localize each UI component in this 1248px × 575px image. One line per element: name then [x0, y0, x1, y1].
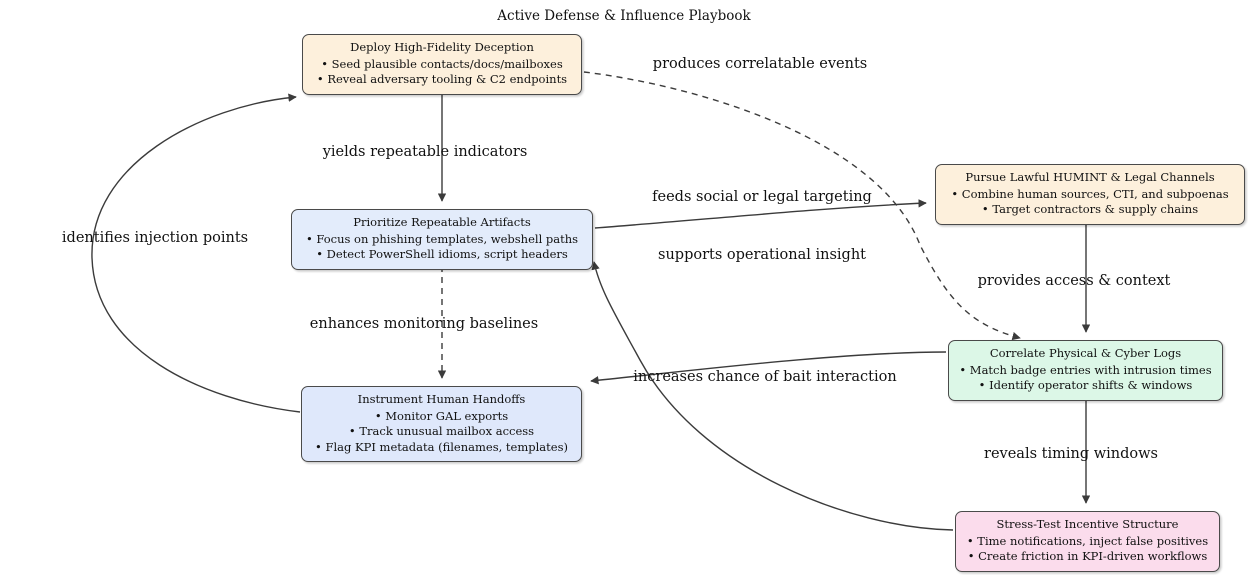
- node-bullet: • Detect PowerShell idioms, script headers: [316, 247, 568, 261]
- node-bullet: • Seed plausible contacts/docs/mailboxes: [321, 56, 563, 71]
- node-title: Deploy High-Fidelity Deception: [350, 40, 534, 54]
- node-bullet: • Focus on phishing templates, webshell paths: [305, 231, 579, 246]
- node-bullet: • Monitor GAL exports: [374, 408, 509, 423]
- node-prioritize-repeatable-artifacts[interactable]: [291, 209, 593, 270]
- edge-label-identifies-injection-points: identifies injection points: [61, 230, 249, 246]
- edge-label-feeds-social-or-legal-targeting: feeds social or legal targeting: [652, 189, 872, 205]
- node-bullet: • Track unusual mailbox access: [348, 424, 535, 438]
- edge-artifacts-humint: [595, 203, 926, 228]
- node-instrument-human-handoffs[interactable]: [301, 386, 582, 462]
- node-bullet: • Reveal adversary tooling & C2 endpoints: [316, 72, 568, 86]
- node-bullet: • Create friction in KPI-driven workflows: [967, 549, 1208, 563]
- edge-label-produces-correlatable-events: produces correlatable events: [652, 56, 868, 72]
- node-pursue-lawful-humint-and-legal-channels[interactable]: [935, 164, 1245, 225]
- node-bullet: • Match badge entries with intrusion times: [959, 362, 1212, 377]
- node-bullet: • Flag KPI metadata (filenames, templates): [315, 439, 568, 454]
- node-bullet: • Combine human sources, CTI, and subpoenas: [951, 186, 1229, 201]
- edge-incentive-handoffs: [594, 262, 953, 530]
- node-title: Instrument Human Handoffs: [357, 392, 526, 406]
- node-title: Prioritize Repeatable Artifacts: [353, 215, 531, 229]
- node-bullet: • Identify operator shifts & windows: [978, 378, 1193, 392]
- page-title: Active Defense & Influence Playbook: [497, 8, 751, 24]
- edge-handoffs-deception: [92, 97, 300, 412]
- node-title: Pursue Lawful HUMINT & Legal Channels: [965, 170, 1215, 184]
- node-bullet: • Time notifications, inject false positives: [966, 533, 1209, 548]
- edge-label-increases-chance-of-bait-interaction: increases chance of bait interaction: [633, 369, 897, 385]
- edge-label-yields-repeatable-indicators: yields repeatable indicators: [322, 144, 528, 160]
- node-deploy-high-fidelity-deception[interactable]: [302, 34, 582, 95]
- node-bullet: • Target contractors & supply chains: [981, 202, 1199, 216]
- edge-label-provides-access-and-context: provides access & context: [977, 273, 1171, 289]
- edge-label-enhances-monitoring-baselines: enhances monitoring baselines: [309, 316, 539, 332]
- node-title: Correlate Physical & Cyber Logs: [989, 346, 1182, 360]
- node-stress-test-incentive-structure[interactable]: [955, 511, 1220, 572]
- edge-label-reveals-timing-windows: reveals timing windows: [984, 446, 1158, 462]
- edge-label-supports-operational-insight: supports operational insight: [658, 247, 866, 263]
- node-title: Stress-Test Incentive Structure: [996, 517, 1179, 531]
- node-correlate-physical-and-cyber-logs[interactable]: [948, 340, 1223, 401]
